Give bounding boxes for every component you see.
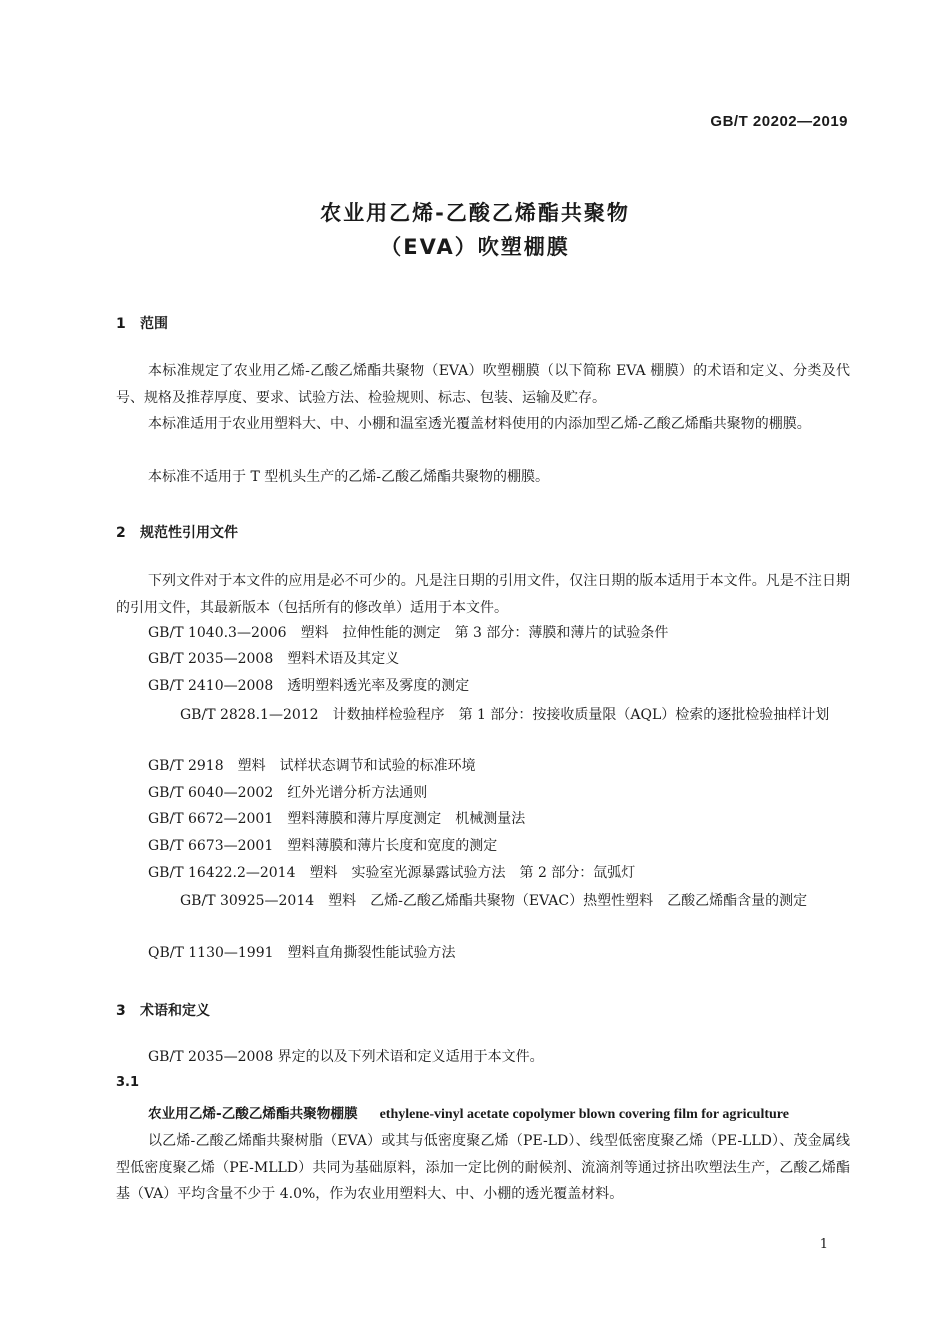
reference-code: GB/T 16422.2—2014 — [148, 865, 296, 881]
reference-item — [148, 755, 476, 775]
section-number: 1 — [116, 316, 126, 332]
section-title: 范围 — [140, 316, 168, 332]
reference-code: GB/T 2918 — [148, 758, 224, 774]
reference-code: GB/T 6040—2002 — [148, 785, 274, 801]
reference-item — [116, 702, 850, 729]
section-3-heading — [116, 1000, 210, 1020]
reference-title: 塑料直角撕裂性能试验方法 — [287, 945, 456, 961]
reference-code: QB/T 1130—1991 — [148, 945, 274, 961]
section-number: 3 — [116, 1003, 126, 1019]
reference-title: 塑料 乙烯-乙酸乙烯酯共聚物（EVAC）热塑性塑料 乙酸乙烯酯含量的测定 — [328, 893, 808, 909]
document-title-line-1: 农业用乙烯-乙酸乙烯酯共聚物 — [320, 201, 630, 225]
term-entry — [148, 1102, 850, 1123]
reference-title: 透明塑料透光率及雾度的测定 — [287, 678, 470, 694]
reference-code: GB/T 2828.1—2012 — [180, 707, 319, 723]
reference-item — [148, 622, 668, 642]
reference-item — [148, 835, 497, 855]
reference-item — [116, 888, 850, 915]
reference-title: 塑料 拉伸性能的测定 第 3 部分：薄膜和薄片的试验条件 — [300, 625, 669, 641]
reference-title: 塑料薄膜和薄片厚度测定 机械测量法 — [287, 811, 526, 827]
reference-title: 计数抽样检验程序 第 1 部分：按接收质量限（AQL）检索的逐批检验抽样计划 — [332, 707, 830, 723]
section-title: 规范性引用文件 — [140, 525, 238, 541]
term-chinese: 农业用乙烯-乙酸乙烯酯共聚物棚膜 — [148, 1106, 358, 1122]
reference-title: 红外光谱分析方法通则 — [287, 785, 428, 801]
page-number: 1 — [819, 1237, 828, 1252]
reference-code: GB/T 2035—2008 — [148, 651, 274, 667]
section-1-paragraph-3: 本标准不适用于 T 型机头生产的乙烯-乙酸乙烯酯共聚物的棚膜。 — [148, 469, 549, 485]
section-3-intro: GB/T 2035—2008 界定的以及下列术语和定义适用于本文件。 — [148, 1049, 544, 1065]
term-definition: 以乙烯-乙酸乙烯酯共聚树脂（EVA）或其与低密度聚乙烯（PE-LD）、线型低密度聚乙烯（PE-LLD）、茂金属线型低密度聚乙烯（PE-MLLD）共同为基础原料，添加一定比例的耐候剂、流滴剂等通过挤出吹塑法生产，乙酸乙烯酯基（VA）平均含量不少于 4.0%，作为农业用塑料大、中、小棚的透光覆盖材料。 — [116, 1133, 850, 1202]
section-1-paragraph-1: 本标准规定了农业用乙烯-乙酸乙烯酯共聚物（EVA）吹塑棚膜（以下简称 EVA 棚膜）的术语和定义、分类及代号、规格及推荐厚度、要求、试验方法、检验规则、标志、包装、运输及贮存。 — [116, 363, 850, 406]
reference-title: 塑料术语及其定义 — [287, 651, 400, 667]
reference-code: GB/T 30925—2014 — [180, 893, 315, 909]
reference-title: 塑料 试样状态调节和试验的标准环境 — [237, 758, 476, 774]
section-1-heading — [116, 313, 168, 333]
reference-item — [148, 782, 427, 802]
document-title-line-2: （EVA）吹塑棚膜 — [380, 235, 570, 259]
reference-item — [148, 862, 635, 882]
section-2-intro: 下列文件对于本文件的应用是必不可少的。凡是注日期的引用文件，仅注日期的版本适用于本文件。凡是不注日期的引用文件，其最新版本（包括所有的修改单）适用于本文件。 — [116, 573, 850, 616]
section-2-heading — [116, 522, 238, 542]
standard-number: GB/T 20202—2019 — [710, 113, 848, 130]
reference-title: 塑料薄膜和薄片长度和宽度的测定 — [287, 838, 498, 854]
term-english: ethylene-vinyl acetate copolymer blown covering film for agriculture — [379, 1107, 789, 1122]
reference-title: 塑料 实验室光源暴露试验方法 第 2 部分：氙弧灯 — [309, 865, 636, 881]
section-1-paragraph-2: 本标准适用于农业用塑料大、中、小棚和温室透光覆盖材料使用的内添加型乙烯-乙酸乙烯酯共聚物的棚膜。 — [148, 416, 811, 432]
clause-number: 3.1 — [116, 1075, 140, 1090]
reference-code: GB/T 1040.3—2006 — [148, 625, 287, 641]
reference-item — [148, 648, 399, 668]
reference-code: GB/T 2410—2008 — [148, 678, 274, 694]
reference-item — [148, 808, 525, 828]
reference-code: GB/T 6672—2001 — [148, 811, 274, 827]
section-title: 术语和定义 — [140, 1003, 210, 1019]
reference-item — [148, 942, 456, 962]
reference-item — [148, 675, 469, 695]
reference-code: GB/T 6673—2001 — [148, 838, 274, 854]
section-number: 2 — [116, 525, 126, 541]
